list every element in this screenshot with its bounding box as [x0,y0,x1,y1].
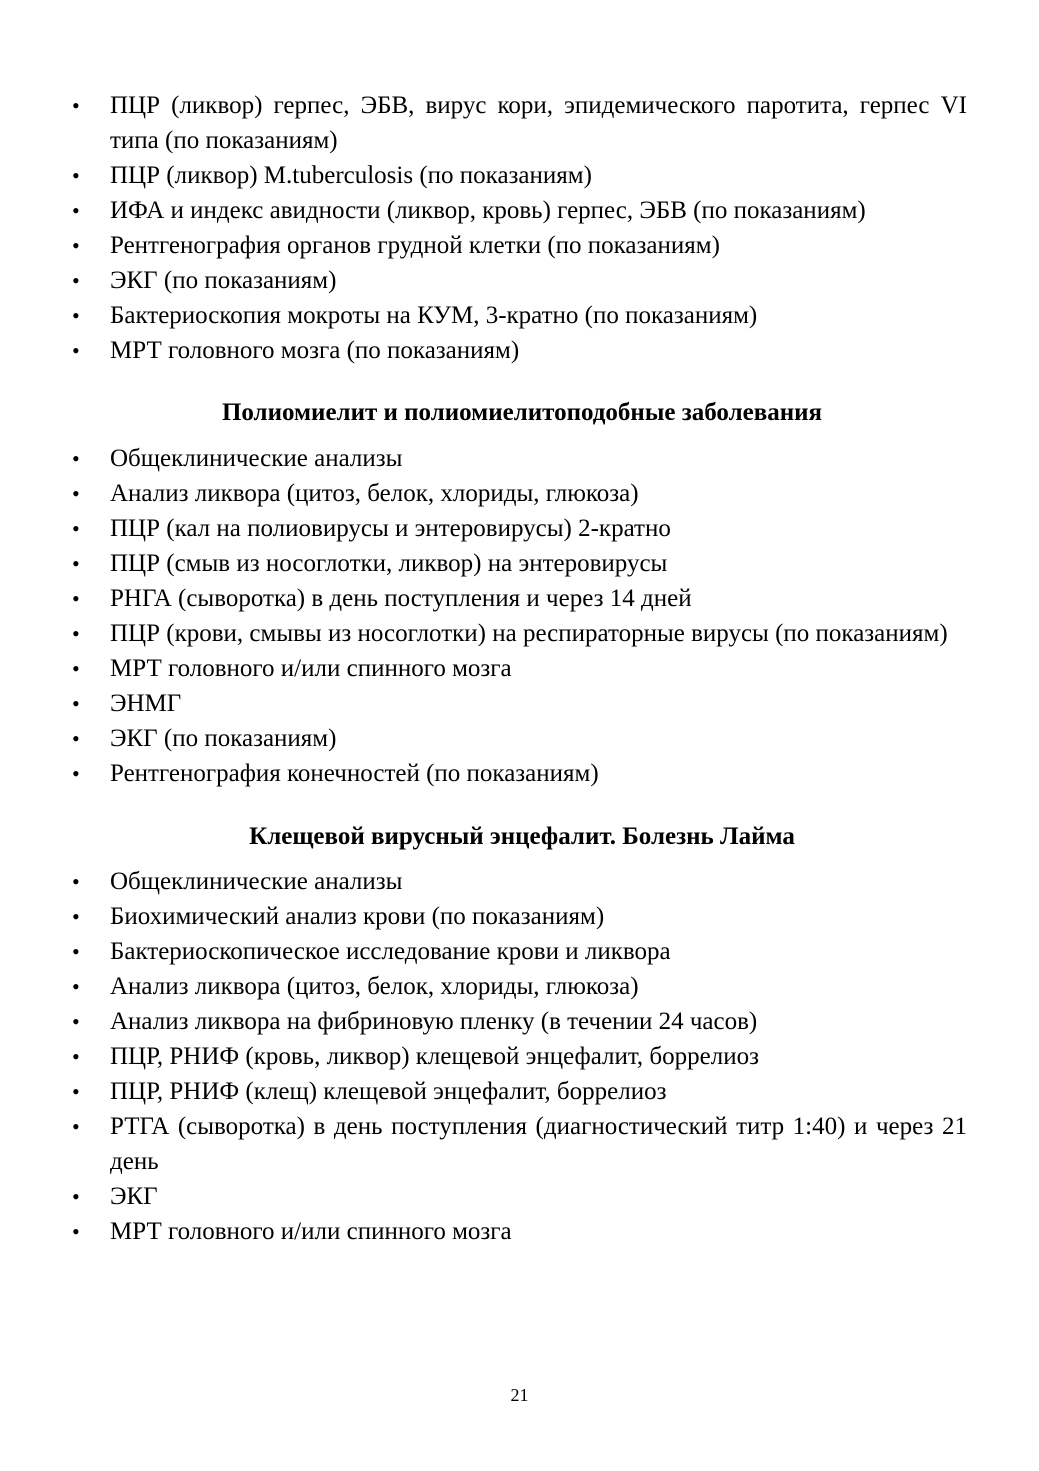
list-item [62,1039,967,1074]
bullet-icon: • [72,974,80,999]
top-list [62,88,967,368]
list-item-text: Биохимический анализ крови (по показаниям) [110,903,605,930]
section-heading-polio: Полиомиелит и полиомиелитоподобные заболевания [221,399,823,426]
list-item [62,721,967,756]
bullet-icon: • [72,904,80,929]
list-item [62,88,967,158]
bullet-icon: • [72,1184,80,1209]
list-item [62,864,967,899]
list-item [62,333,967,368]
list-item-text: ЭНМГ [110,690,182,717]
list-item-text: Рентгенография конечностей (по показаниям) [110,760,599,787]
list-item [62,193,967,228]
list-item-text: ЭКГ (по показаниям) [110,267,337,294]
list-item-text: Анализ ликвора на фибриновую пленку (в течении 24 часов) [110,1008,758,1035]
bullet-icon: • [72,198,80,223]
list-item-text: ЭКГ (по показаниям) [110,725,337,752]
section-heading-tick: Клещевой вирусный энцефалит. Болезнь Лайма [249,823,795,850]
polio-list [62,441,967,791]
list-item [62,228,967,263]
list-item-text: ПЦР (ликвор) M.tuberculosis (по показаниям) [110,162,592,189]
list-item-text: Анализ ликвора (цитоз, белок, хлориды, глюкоза) [110,480,639,507]
list-item [62,581,967,616]
bullet-icon: • [72,1044,80,1069]
bullet-icon: • [72,268,80,293]
list-item-text: ПЦР (кал на полиовирусы и энтеровирусы) 2-кратно [110,515,671,542]
list-item-text: ПЦР (смыв из носоглотки, ликвор) на энтеровирусы [110,550,668,577]
list-item [62,616,967,651]
bullet-icon: • [72,1114,80,1139]
list-item [62,263,967,298]
page-number: 21 [510,1385,529,1405]
bullet-icon: • [72,726,80,751]
list-item [62,1074,967,1109]
bullet-icon: • [72,691,80,716]
list-item-text: Общеклинические анализы [110,868,403,895]
list-item [62,1109,967,1179]
list-item-text: РТГА (сыворотка) в день поступления (диагностический титр 1:40) и через 21 день [110,1113,967,1175]
list-item-text: ПЦР (ликвор) герпес, ЭБВ, вирус кори, эпидемического паротита, герпес VI типа (по показаниям) [110,92,967,154]
tick-list [62,864,967,1249]
list-item-text: Рентгенография органов грудной клетки (по показаниям) [110,232,720,259]
list-item-text: ПЦР, РНИФ (кровь, ликвор) клещевой энцефалит, боррелиоз [110,1043,759,1070]
list-item [62,158,967,193]
bullet-icon: • [72,233,80,258]
list-item-text: Бактериоскопия мокроты на КУМ, 3-кратно (по показаниям) [110,302,758,329]
bullet-icon: • [72,303,80,328]
list-item-text: РНГА (сыворотка) в день поступления и через 14 дней [110,585,692,612]
list-item [62,298,967,333]
bullet-icon: • [72,551,80,576]
list-item-text: ПЦР (крови, смывы из носоглотки) на респираторные вирусы (по показаниям) [110,620,948,647]
page-content [62,88,967,1249]
list-item [62,934,967,969]
bullet-icon: • [72,481,80,506]
list-item [62,441,967,476]
bullet-icon: • [72,869,80,894]
bullet-icon: • [72,1079,80,1104]
bullet-icon: • [72,761,80,786]
list-item-text: ПЦР, РНИФ (клещ) клещевой энцефалит, боррелиоз [110,1078,667,1105]
bullet-icon: • [72,516,80,541]
list-item-text: Анализ ликвора (цитоз, белок, хлориды, глюкоза) [110,973,639,1000]
bullet-icon: • [72,1009,80,1034]
list-item [62,651,967,686]
bullet-icon: • [72,586,80,611]
list-item-text: ИФА и индекс авидности (ликвор, кровь) герпес, ЭБВ (по показаниям) [110,197,866,224]
list-item [62,899,967,934]
list-item [62,511,967,546]
list-item-text: МРТ головного и/или спинного мозга [110,655,512,682]
list-item [62,1214,967,1249]
bullet-icon: • [72,93,80,118]
list-item-text: Общеклинические анализы [110,445,403,472]
bullet-icon: • [72,621,80,646]
bullet-icon: • [72,446,80,471]
bullet-icon: • [72,163,80,188]
bullet-icon: • [72,939,80,964]
list-item [62,546,967,581]
list-item-text: Бактериоскопическое исследование крови и ликвора [110,938,671,965]
bullet-icon: • [72,1219,80,1244]
list-item-text: ЭКГ [110,1183,158,1210]
bullet-icon: • [72,338,80,363]
bullet-icon: • [72,656,80,681]
list-item-text: МРТ головного мозга (по показаниям) [110,337,520,364]
list-item [62,686,967,721]
list-item-text: МРТ головного и/или спинного мозга [110,1218,512,1245]
list-item [62,1004,967,1039]
list-item [62,476,967,511]
list-item [62,969,967,1004]
list-item [62,756,967,791]
list-item [62,1179,967,1214]
